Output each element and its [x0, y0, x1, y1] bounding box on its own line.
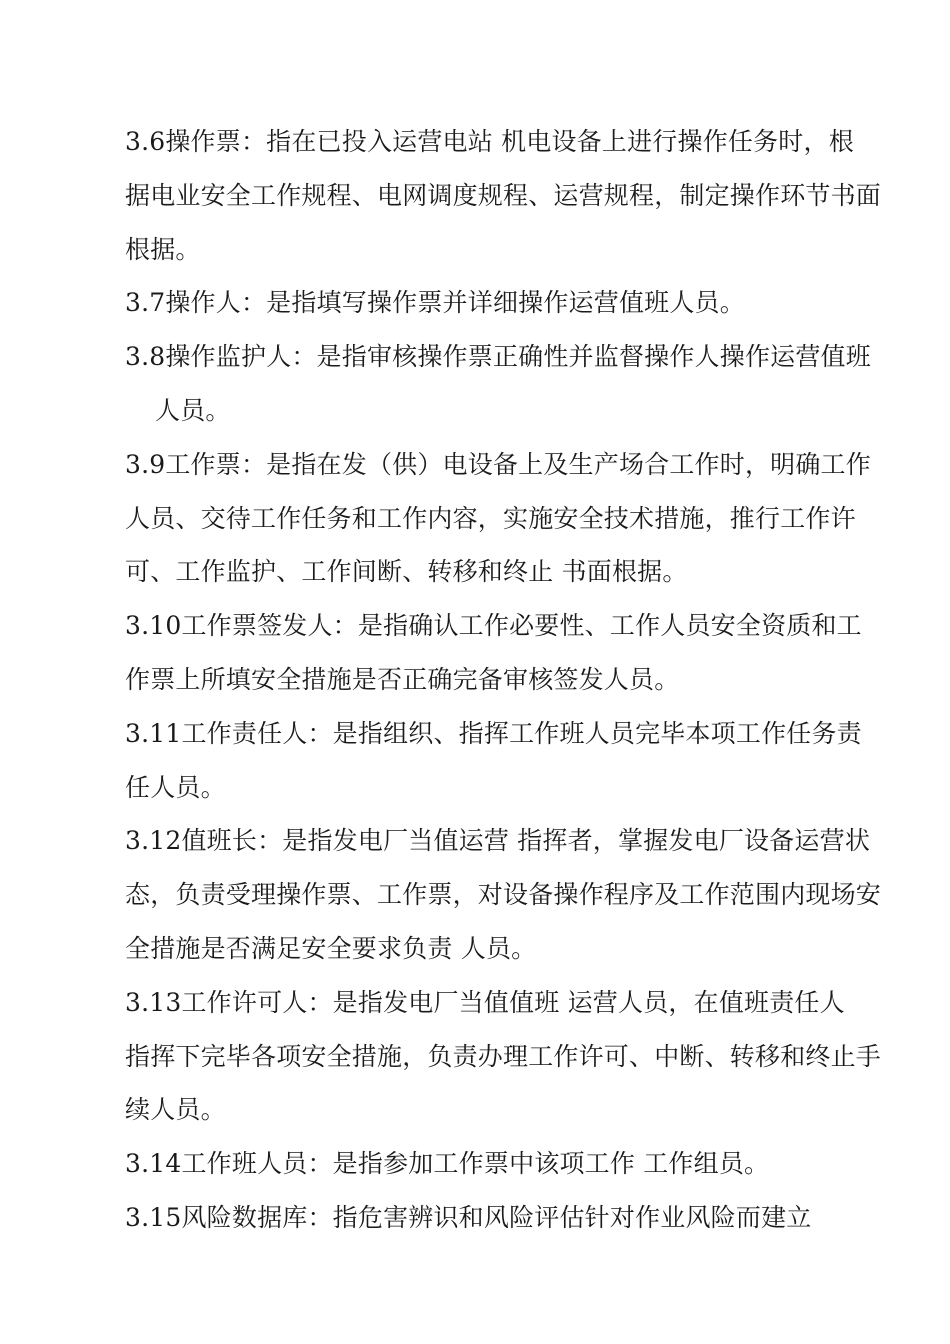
text-line: 据电业安全工作规程、电网调度规程、运营规程，制定操作环节书面	[125, 180, 882, 210]
text-line: 续人员。	[125, 1095, 226, 1125]
text-line: 3.12值班长：是指发电厂当值运营 指挥者，掌握发电厂设备运营状	[125, 826, 871, 856]
text-line: 可、工作监护、工作间断、转移和终止 书面根据。	[125, 557, 688, 587]
text-line: 人员。	[155, 395, 231, 425]
text-line: 3.9工作票：是指在发（供）电设备上及生产场合工作时，明确工作	[125, 449, 871, 479]
text-line: 3.13工作许可人：是指发电厂当值值班 运营人员，在值班责任人	[125, 987, 845, 1017]
text-line: 3.7操作人：是指填写操作票并详细操作运营值班人员。	[125, 288, 745, 318]
text-line: 作票上所填安全措施是否正确完备审核签发人员。	[125, 664, 680, 694]
text-line: 3.11工作责任人：是指组织、指挥工作班人员完毕本项工作任务责	[125, 718, 862, 748]
text-line: 3.6操作票：指在已投入运营电站 机电设备上进行操作任务时，根	[125, 127, 854, 156]
document-body	[125, 115, 882, 1245]
text-line: 根据。	[125, 234, 201, 264]
text-line: 人员、交待工作任务和工作内容，实施安全技术措施，推行工作许	[125, 503, 856, 533]
text-line: 3.10工作票签发人：是指确认工作必要性、工作人员安全资质和工	[125, 611, 862, 641]
text-line: 3.14工作班人员：是指参加工作票中该项工作 工作组员。	[125, 1149, 770, 1179]
text-line: 3.15风险数据库：指危害辨识和风险评估针对作业风险而建立	[125, 1202, 812, 1232]
text-line: 任人员。	[125, 772, 226, 802]
text-line: 态，负责受理操作票、工作票，对设备操作程序及工作范围内现场安	[125, 880, 882, 910]
text-line: 指挥下完毕各项安全措施，负责办理工作许可、中断、转移和终止手	[125, 1041, 882, 1071]
text-line: 3.8操作监护人：是指审核操作票正确性并监督操作人操作运营值班	[125, 342, 871, 372]
text-line: 全措施是否满足安全要求负责 人员。	[125, 933, 537, 963]
